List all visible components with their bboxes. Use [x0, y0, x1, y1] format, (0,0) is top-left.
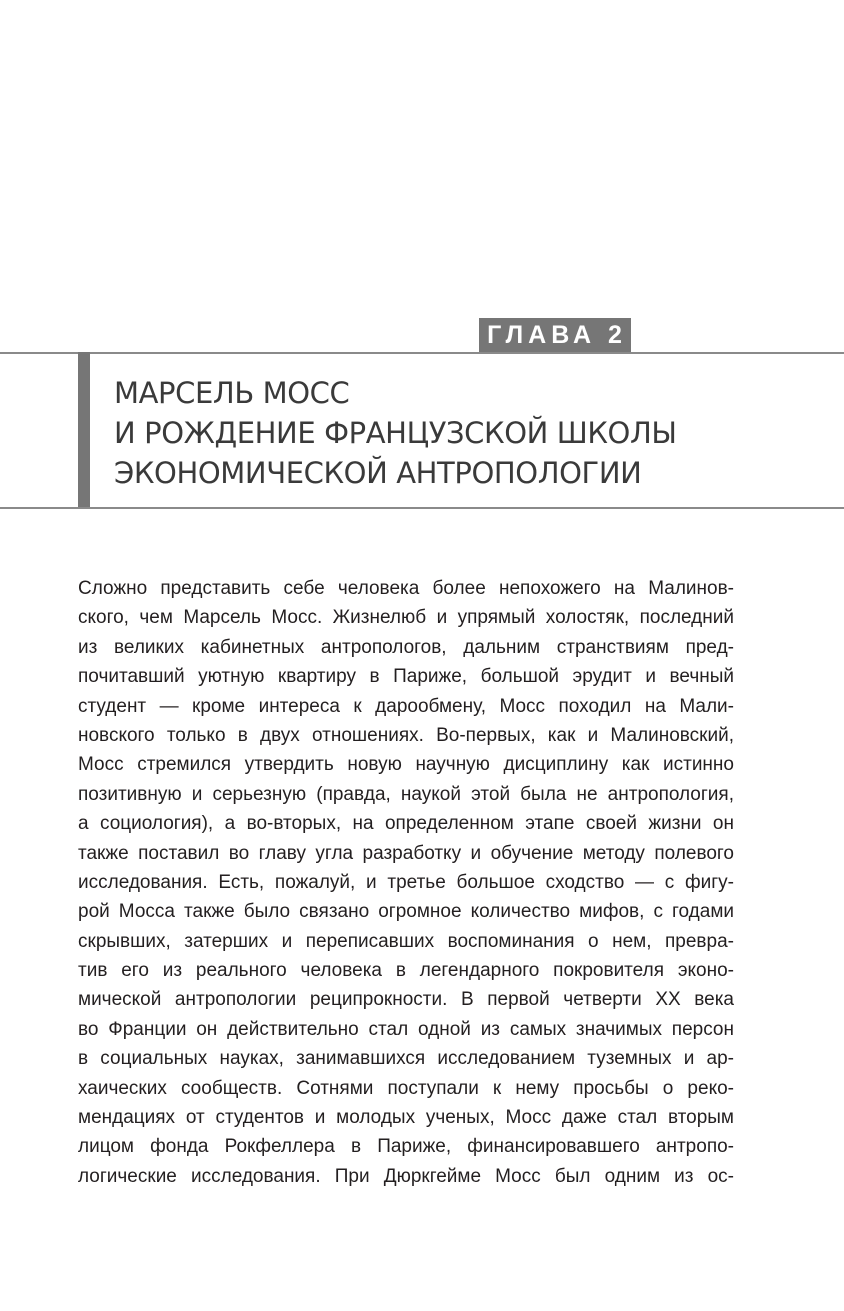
text-line: тив его из реального человека в легендарного покровителя эконо-	[78, 960, 734, 982]
chapter-title-line: И РОЖДЕНИЕ ФРАНЦУЗСКОЙ ШКОЛЫ	[114, 416, 677, 450]
text-line: из великих кабинетных антропологов, дальним странствиям пред-	[78, 636, 734, 658]
text-line: Мосс стремился утвердить новую научную дисциплину как истинно	[78, 754, 734, 776]
text-line: лицом фонда Рокфеллера в Париже, финансировавшего антропо-	[78, 1136, 734, 1158]
text-line: ского, чем Марсель Мосс. Жизнелюб и упрямый холостяк, последний	[78, 607, 734, 629]
text-line: также поставил во главу угла разработку и обучение методу полевого	[78, 842, 734, 864]
header-rule-top	[0, 352, 844, 354]
body-paragraph	[78, 574, 734, 1191]
chapter-title-line: ЭКОНОМИЧЕСКОЙ АНТРОПОЛОГИИ	[114, 456, 642, 490]
text-line: Сложно представить себе человека более непохожего на Малинов-	[78, 578, 734, 599]
chapter-title	[114, 373, 814, 493]
text-line: рой Мосса также было связано огромное количество мифов, с годами	[78, 901, 734, 923]
text-line: во Франции он действительно стал одной из самых значимых персон	[78, 1018, 734, 1040]
text-line: новского только в двух отношениях. Во-первых, как и Малиновский,	[78, 724, 734, 746]
text-line: почитавший уютную квартиру в Париже, большой эрудит и вечный	[78, 666, 734, 688]
chapter-label: ГЛАВА 2	[479, 318, 631, 352]
text-line: мической антропологии реципрокности. В первой четверти XX века	[78, 989, 734, 1011]
text-line: хаических сообществ. Сотнями поступали к нему просьбы о реко-	[78, 1077, 734, 1099]
text-line: студент — кроме интереса к дарообмену, Мосс походил на Мали-	[78, 695, 734, 717]
text-line: в социальных науках, занимавшихся исследованием туземных и ар-	[78, 1048, 734, 1070]
text-line: логические исследования. При Дюркгейме Мосс был одним из ос-	[78, 1165, 734, 1187]
text-line: исследования. Есть, пожалуй, и третье большое сходство — с фигу-	[78, 871, 734, 893]
header-rule-bottom	[0, 507, 844, 509]
text-line: позитивную и серьезную (правда, наукой этой была не антропология,	[78, 783, 734, 805]
chapter-title-line: МАРСЕЛЬ МОСС	[114, 376, 350, 410]
text-line: скрывших, затерших и переписавших воспоминания о нем, превра-	[78, 930, 734, 952]
title-side-bar	[78, 352, 90, 509]
text-line: а социология), а во-вторых, на определенном этапе своей жизни он	[78, 813, 734, 835]
text-line: мендациях от студентов и молодых ученых, Мосс даже стал вторым	[78, 1107, 734, 1129]
